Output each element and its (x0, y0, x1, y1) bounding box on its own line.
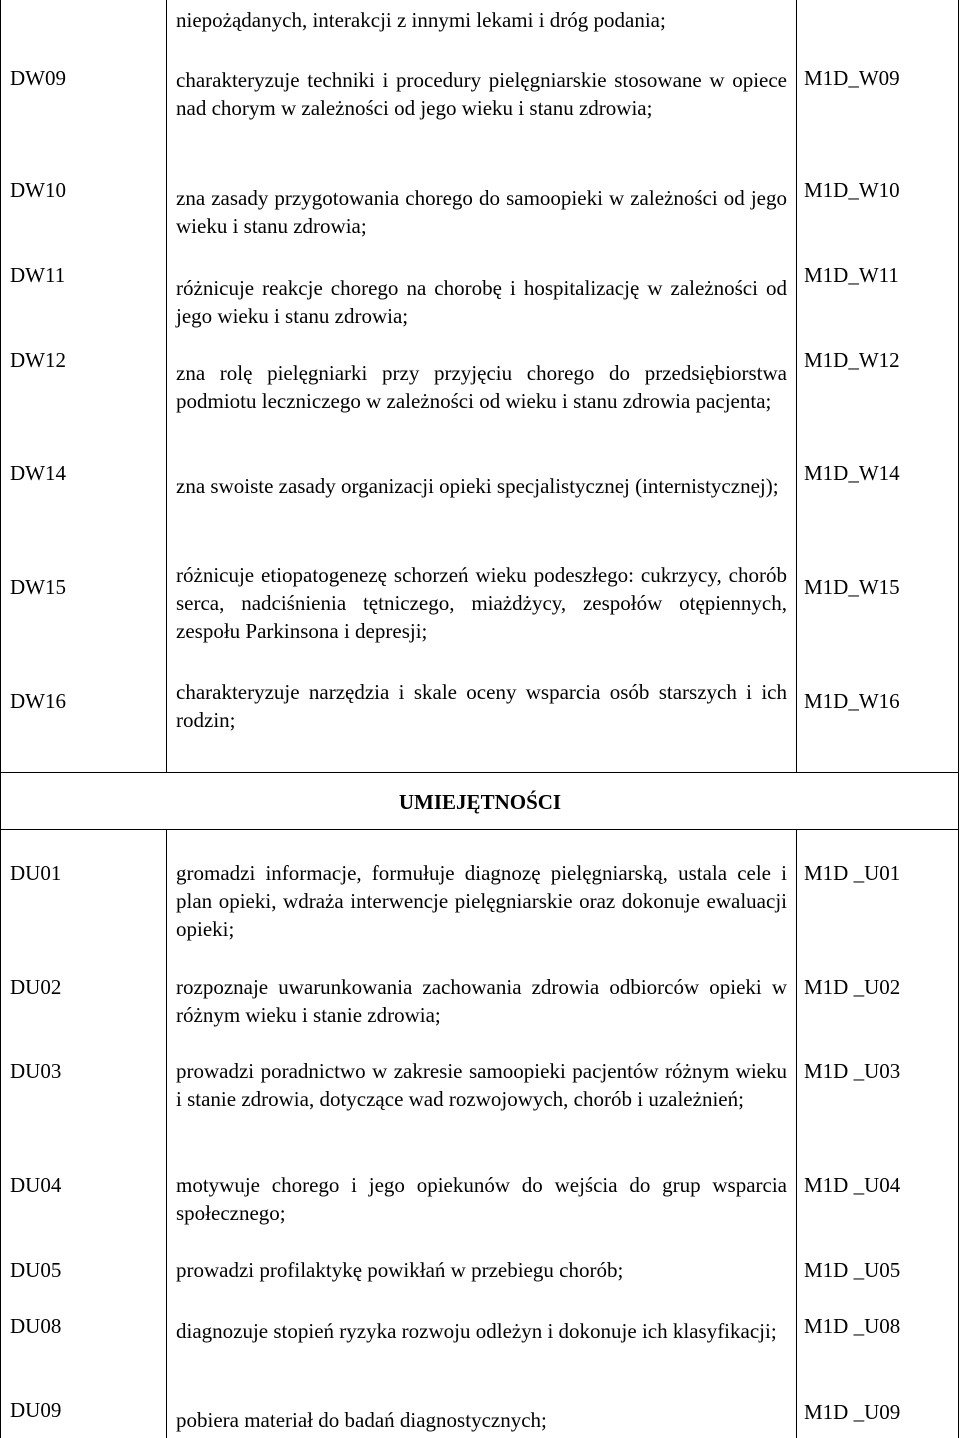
row-reference: M1D _U04 (804, 1173, 901, 1197)
row-reference: M1D_W12 (804, 348, 900, 372)
row-description: diagnozuje stopień ryzyka rozwoju odleżyn i dokonuje ich klasyfikacji; (176, 1319, 777, 1343)
row-reference: M1D _U02 (804, 975, 901, 999)
row-code: DW09 (10, 66, 66, 90)
row-description: rozpoznaje uwarunkowania zachowania zdrowia odbiorców opieki w różnym wieku i stanie zdrowia; (176, 975, 787, 1027)
row-code: DW12 (10, 348, 66, 372)
table-border-right (958, 0, 959, 1438)
row-reference: M1D_W09 (804, 66, 900, 90)
row-reference: M1D_W16 (804, 689, 900, 713)
row-code: DW16 (10, 689, 66, 713)
row-description: charakteryzuje narzędzia i skale oceny wsparcia osób starszych i ich rodzin; (176, 680, 787, 732)
row-reference: M1D_W15 (804, 575, 900, 599)
table-border-col1 (166, 0, 167, 772)
row-description: gromadzi informacje, formułuje diagnozę pielęgniarską, ustala cele i plan opieki, wdraża interwencje pielęgniarskie oraz dokonuje ewaluacji opieki; (176, 861, 787, 941)
row-reference: M1D _U05 (804, 1258, 901, 1282)
row-code: DU04 (10, 1173, 62, 1197)
row-description: różnicuje reakcje chorego na chorobę i hospitalizację w zależności od jego wieku i stanu zdrowia; (176, 276, 787, 328)
row-code: DW11 (10, 263, 66, 287)
row-description: zna zasady przygotowania chorego do samoopieki w zależności od jego wieku i stanu zdrowia; (176, 186, 787, 238)
table-border-section-top (0, 772, 959, 773)
row-code: DU08 (10, 1314, 62, 1338)
row-code: DW10 (10, 178, 66, 202)
section-title: UMIEJĘTNOŚCI (398, 790, 562, 814)
row-code: DU01 (10, 861, 62, 885)
row-code: DU02 (10, 975, 62, 999)
row-description: zna swoiste zasady organizacji opieki specjalistycznej (internistycznej); (176, 474, 779, 498)
row-code: DW14 (10, 461, 66, 485)
continuation-text: niepożądanych, interakcji z innymi lekami i dróg podania; (176, 8, 666, 32)
table-border-col1-lower (166, 829, 167, 1438)
row-description: motywuje chorego i jego opiekunów do wejścia do grup wsparcia społecznego; (176, 1173, 787, 1225)
row-reference: M1D_W11 (804, 263, 899, 287)
table-border-section-bottom (0, 829, 959, 830)
row-description: charakteryzuje techniki i procedury pielęgniarskie stosowane w opiece nad chorym w zależności od jego wieku i stanu zdrowia; (176, 68, 787, 120)
table-border-col2 (796, 0, 797, 772)
table-border-left (0, 0, 1, 1438)
row-description: pobiera materiał do badań diagnostycznych; (176, 1408, 547, 1432)
table-border-col2-lower (796, 829, 797, 1438)
row-reference: M1D _U01 (804, 861, 901, 885)
row-code: DW15 (10, 575, 66, 599)
row-code: DU05 (10, 1258, 62, 1282)
row-description: różnicuje etiopatogenezę schorzeń wieku podeszłego: cukrzycy, chorób serca, nadciśnienia tętniczego, miażdżycy, zespołów otępiennych, zespołu Parkinsona i depresji; (176, 563, 787, 643)
row-description: prowadzi profilaktykę powikłań w przebiegu chorób; (176, 1258, 624, 1282)
row-code: DU09 (10, 1398, 62, 1422)
row-description: zna rolę pielęgniarki przy przyjęciu chorego do przedsiębiorstwa podmiotu leczniczego w zależności od wieku i stanu zdrowia pacjenta; (176, 361, 787, 413)
row-description: prowadzi poradnictwo w zakresie samoopieki pacjentów różnym wieku i stanie zdrowia, dotyczące wad rozwojowych, chorób i uzależnień; (176, 1059, 787, 1111)
row-reference: M1D _U08 (804, 1314, 901, 1338)
row-reference: M1D_W10 (804, 178, 900, 202)
row-reference: M1D_W14 (804, 461, 900, 485)
row-reference: M1D _U09 (804, 1400, 901, 1424)
row-code: DU03 (10, 1059, 62, 1083)
row-reference: M1D _U03 (804, 1059, 901, 1083)
